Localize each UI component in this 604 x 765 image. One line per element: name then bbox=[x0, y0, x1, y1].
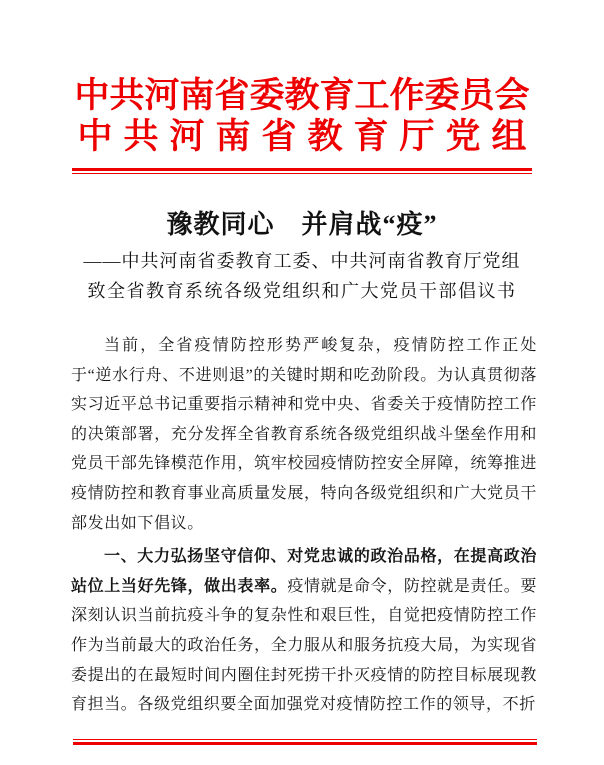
document-body bbox=[71, 331, 537, 720]
letterhead-separator-line bbox=[72, 168, 532, 174]
document-letterhead bbox=[0, 74, 604, 174]
document-title: 豫教同心 并肩战“疫” bbox=[166, 210, 438, 239]
paragraph-2 bbox=[71, 542, 537, 720]
paragraph-1: 当前，全省疫情防控形势严峻复杂，疫情防控工作正处于“逆水行舟、不进则退”的关键时期和吃劲阶段。为认真贯彻落实习近平总书记重要指示精神和党中央、省委关于疫情防控工作的决策部署，充分发挥全省教育系统各级党组织战斗堡垒作用和党员干部先锋模范作用，筑牢校园疫情防控安全屏障，统筹推进疫情防控和教育事业高质量发展，特向各级党组织和广大党员干部发出如下倡议。 bbox=[71, 337, 537, 532]
paragraph-2-bold-lead: 一、大力弘扬坚守信仰、对党忠诚的政治品格，在提高政治站位上当好先锋，做出表率。 bbox=[71, 548, 537, 595]
letterhead-org-line2: 中共河南省教育厅党组 bbox=[77, 117, 538, 156]
footer-separator-line bbox=[73, 739, 537, 745]
subtitle-line2: 致全省教育系统各级党组织和广大党员干部倡议书 bbox=[87, 281, 517, 301]
paragraph-2-text: 疫情就是命令，防控就是责任。要深刻认识当前抗疫斗争的复杂性和艰巨性，自觉把疫情防控工作作为当前最大的政治任务，全力服从和服务抗疫大局，为实现省委提出的在最短时间内圈住封死捞干扑灭疫情的防控目标展现教育担当。各级党组织要全面加强党对疫情防控工作的领导，不折 bbox=[71, 577, 537, 714]
letterhead-org-line1: 中共河南省委教育工作委员会 bbox=[74, 76, 530, 115]
document-subtitle bbox=[0, 246, 604, 306]
subtitle-line1: ——中共河南省委教育工委、中共河南省教育厅党组 bbox=[83, 251, 521, 271]
